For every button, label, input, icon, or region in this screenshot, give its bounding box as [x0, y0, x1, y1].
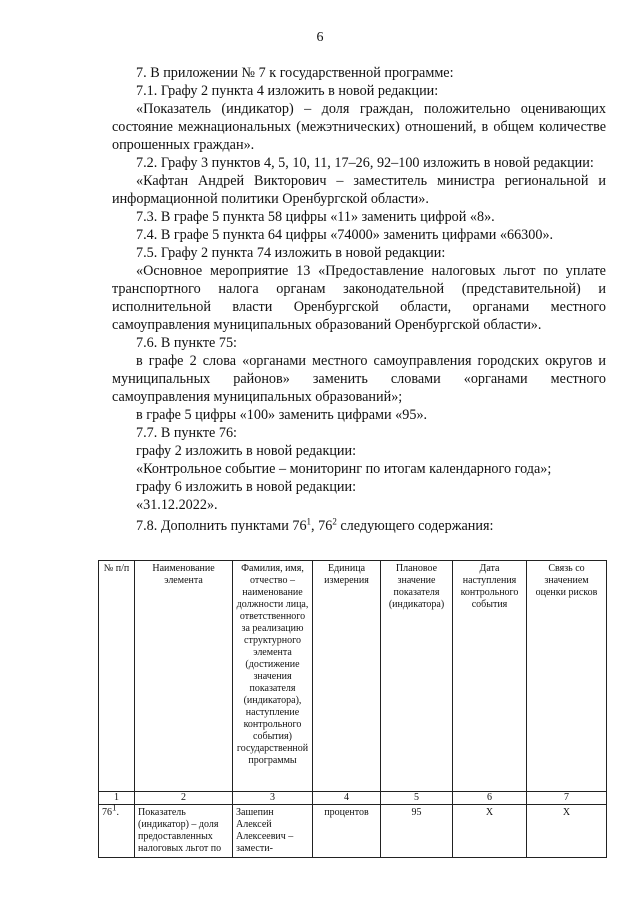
table-row — [99, 805, 607, 858]
page-number: 6 — [316, 30, 324, 45]
risk-link-cell: X — [527, 805, 607, 858]
column-number: 7 — [527, 792, 607, 805]
paragraph: «Основное мероприятие 13 «Предоставление налоговых льгот по уплате транспортного налога органам законодательной (представительной) и исполнительной власти Оренбургской области, органами местного самоуправления муниципальных образований Оренбургской области». — [112, 263, 606, 333]
responsible-person-cell: Зашепин Алексей Алексеевич – замести- — [233, 805, 313, 858]
document-body — [112, 64, 606, 535]
paragraph: в графе 5 цифры «100» заменить цифрами «95». — [136, 407, 428, 423]
column-number: 5 — [381, 792, 453, 805]
event-date-cell: X — [453, 805, 527, 858]
paragraph: «Контрольное событие – мониторинг по итогам календарного года»; — [136, 461, 552, 477]
column-number: 3 — [233, 792, 313, 805]
superscript: 1 — [112, 802, 117, 813]
column-header: Единица измерения — [313, 561, 381, 792]
appendix-table — [98, 560, 607, 858]
column-header: Плановое значение показателя (индикатора) — [381, 561, 453, 792]
column-header: Фамилия, имя, отчество – наименование должности лица, ответственного за реализацию структурного элемента (достижение значения показателя (индикатора), наступление контрольного события) государственной программы — [233, 561, 313, 792]
text-fragment: 7.8. Дополнить пунктами 76 — [136, 518, 307, 534]
paragraph: графу 6 изложить в новой редакции: — [136, 479, 357, 495]
column-number: 4 — [313, 792, 381, 805]
table-header-row — [99, 561, 607, 792]
column-header: № п/п — [99, 561, 135, 792]
paragraph: «31.12.2022». — [136, 497, 218, 513]
paragraph: 7.2. Графу 3 пунктов 4, 5, 10, 11, 17–26, 92–100 изложить в новой редакции: — [136, 155, 594, 171]
paragraph: 7.4. В графе 5 пункта 64 цифры «74000» заменить цифрами «66300». — [136, 227, 554, 243]
paragraph: «Кафтан Андрей Викторович – заместитель министра региональной и информационной политики Оренбургской области». — [112, 173, 606, 207]
paragraph: 7.1. Графу 2 пункта 4 изложить в новой редакции: — [136, 83, 439, 99]
unit-cell: процентов — [313, 805, 381, 858]
paragraph: 7.3. В графе 5 пункта 58 цифры «11» заменить цифрой «8». — [136, 209, 495, 225]
column-header: Наименование элемента — [135, 561, 233, 792]
paragraph: 7.7. В пункте 76: — [136, 425, 237, 441]
superscript: 1 — [306, 516, 312, 527]
row-number: $76^1$. — [99, 805, 135, 858]
paragraph: 7.6. В пункте 75: — [136, 335, 237, 351]
text-fragment: следующего содержания: — [336, 518, 494, 534]
text-fragment: , 76 — [311, 518, 333, 534]
column-number-row — [99, 792, 607, 805]
paragraph-add-items — [112, 517, 606, 535]
paragraph: в графе 2 слова «органами местного самоуправления городских округов и муниципальных районов» заменить словами «органами местного самоуправления муниципальных образований»; — [112, 353, 606, 405]
paragraph: 7. В приложении № 7 к государственной программе: — [136, 65, 454, 81]
element-name-cell: Показатель (индикатор) – доля предоставленных налоговых льгот по — [135, 805, 233, 858]
column-number: 1 — [99, 792, 135, 805]
paragraph: «Показатель (индикатор) – доля граждан, положительно оценивающих состояние межнациональных (межэтнических) отношений, в общем количестве опрошенных граждан». — [112, 101, 606, 153]
paragraph: 7.5. Графу 2 пункта 74 изложить в новой редакции: — [136, 245, 446, 261]
planned-value-cell: 95 — [381, 805, 453, 858]
column-header: Связь со значением оценки рисков — [527, 561, 607, 792]
paragraph: графу 2 изложить в новой редакции: — [136, 443, 357, 459]
column-number: 6 — [453, 792, 527, 805]
column-number: 2 — [135, 792, 233, 805]
column-header: Дата наступления контрольного события — [453, 561, 527, 792]
superscript: 2 — [332, 516, 337, 527]
